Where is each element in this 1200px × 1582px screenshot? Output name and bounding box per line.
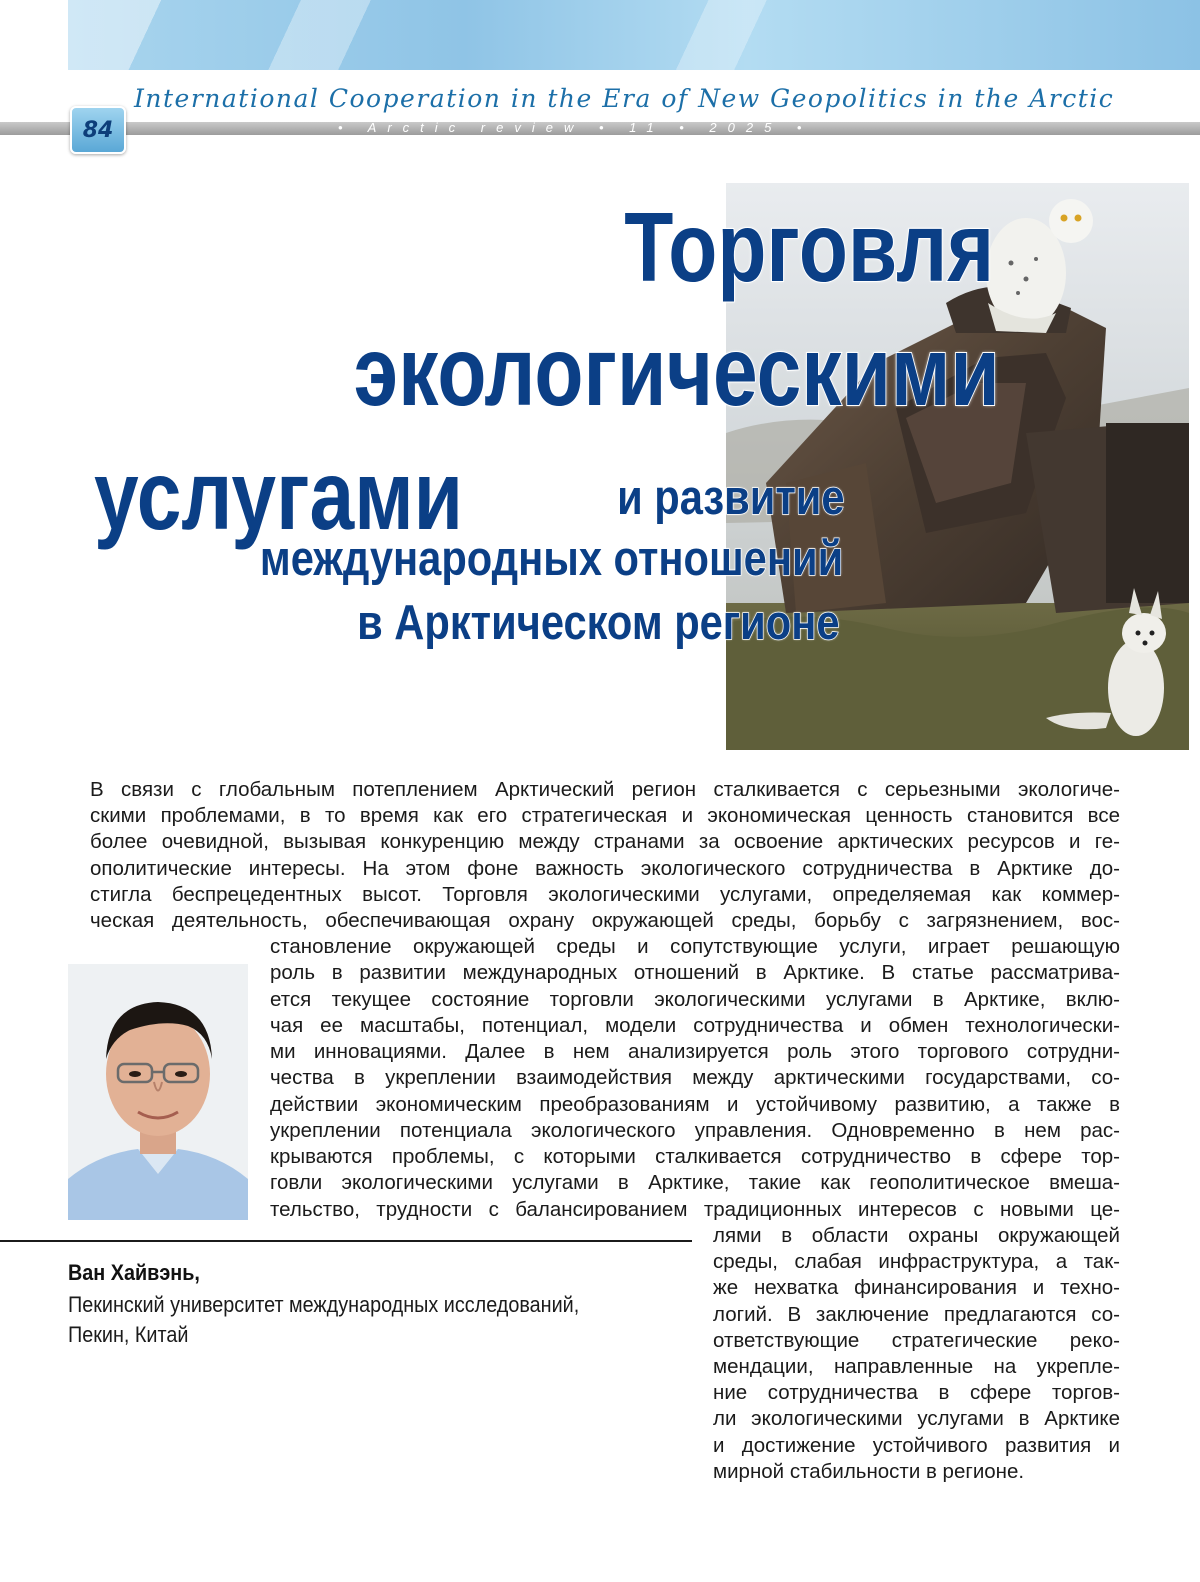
abstract-line: ми инновациями. Далее в нем анализируется роль этого торгового сотрудни- xyxy=(270,1040,1120,1063)
author-name: Ван Хайвэнь, xyxy=(68,1260,200,1285)
abstract-line: же нехватка финансирования и техно- xyxy=(713,1276,1120,1299)
title-line-6: в Арктическом регионе xyxy=(357,596,840,650)
abstract-line: чая ее масштабы, потенциал, модели сотрудничества и обмен технологически- xyxy=(270,1014,1120,1037)
abstract-line: ли экологическими услугами в Арктике xyxy=(713,1407,1120,1430)
abstract-line: тельство, трудности с балансированием традиционных интересов с новыми це- xyxy=(270,1198,1120,1221)
abstract-line: роль в развитии международных отношений в Арктике. В статье рассматрива- xyxy=(270,961,1120,984)
journal-title: International Cooperation in the Era of New Geopolitics in the Arctic xyxy=(134,84,1115,113)
title-line-1: Торговля xyxy=(624,192,994,302)
abstract-line: мендации, направленные на укрепле- xyxy=(713,1355,1120,1378)
abstract-line: говли экологическими услугами в Арктике, такие как геополитическое вмеша- xyxy=(270,1171,1120,1194)
abstract-line: более очевидной, вызывая конкуренцию между странами за освоение арктических ресурсов и ге- xyxy=(90,830,1120,853)
journal-subtitle: • Arctic review • 11 • 2025 • xyxy=(338,120,813,135)
author-affiliation-line: Пекинский университет международных исследований, xyxy=(68,1292,580,1317)
title-line-2: экологическими xyxy=(353,316,1000,426)
abstract-line: укреплении потенциала экологического управления. Одновременно в нем рас- xyxy=(270,1119,1120,1142)
abstract-line: крываются проблемы, с которыми сталкивается сотрудничество в сфере тор- xyxy=(270,1145,1120,1168)
abstract-line: и достижение устойчивого развития и xyxy=(713,1434,1120,1457)
title-line-3: услугами xyxy=(94,440,464,550)
author-divider xyxy=(0,1240,692,1242)
abstract-line: ческая деятельность, обеспечивающая охрану окружающей среды, борьбу с загрязнением, вос- xyxy=(90,909,1120,932)
author-portrait xyxy=(68,964,248,1220)
abstract-line: логий. В заключение предлагаются со- xyxy=(713,1303,1120,1326)
author-affiliation-line: Пекин, Китай xyxy=(68,1322,189,1347)
abstract-line: действии экономическим преобразованиям и устойчивому развитию, а также в xyxy=(270,1093,1120,1116)
page-number-badge: 84 xyxy=(70,106,126,154)
abstract-line: ополитические интересы. На этом фоне важность экологического сотрудничества в Арктике до- xyxy=(90,857,1120,880)
abstract-line: ние сотрудничества в сфере торгов- xyxy=(713,1381,1120,1404)
abstract-line: ответствующие стратегические реко- xyxy=(713,1329,1120,1352)
abstract-line: ется текущее состояние торговли экологическими услугами в Арктике, вклю- xyxy=(270,988,1120,1011)
title-line-4: и развитие xyxy=(616,471,844,525)
author-portrait-illustration xyxy=(68,964,248,1220)
abstract-line: стигла беспрецедентных высот. Торговля экологическими услугами, определяемая как коммер- xyxy=(90,883,1120,906)
abstract-line: чества в укреплении взаимодействия между арктическими государствами, со- xyxy=(270,1066,1120,1089)
abstract-line: В связи с глобальным потеплением Арктический регион сталкивается с серьезными экологиче- xyxy=(90,778,1120,801)
title-line-5: международных отношений xyxy=(259,532,843,586)
abstract-line: мирной стабильности в регионе. xyxy=(713,1460,1025,1483)
abstract-line: лями в области охраны окружающей xyxy=(713,1224,1120,1247)
abstract-line: среды, слабая инфраструктура, а так- xyxy=(713,1250,1120,1273)
abstract-line: скими проблемами, в то время как его стратегическая и экономическая ценность становится все xyxy=(90,804,1120,827)
abstract-line: становление окружающей среды и сопутствующие услуги, играет решающую xyxy=(270,935,1120,958)
top-banner xyxy=(68,0,1200,70)
